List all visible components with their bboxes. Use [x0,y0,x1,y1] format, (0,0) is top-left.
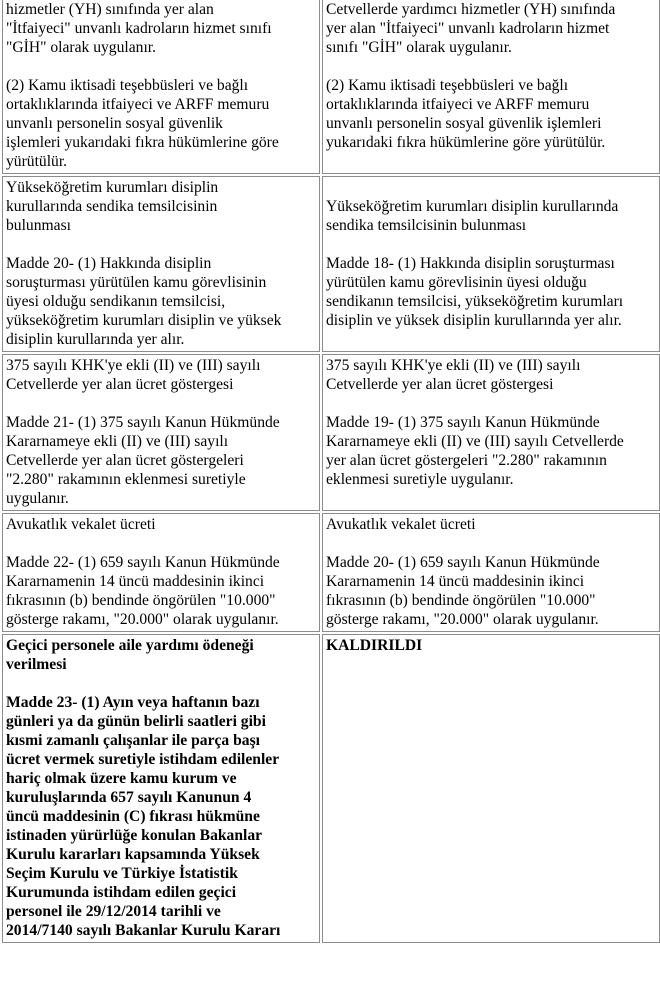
paragraph: (2) Kamu iktisadi teşebbüsleri ve bağlı ortaklıklarında itfaiyeci ve ARFF memuru unvanlı personelin sosyal güvenlik işlemleri yukarıdaki fıkra hükümlerine göre yürütülür. [6,77,279,170]
paragraph: Madde 20- (1) Hakkında disiplin soruşturması yürütülen kamu görevlisinin üyesi olduğu sendikanın temsilcisi, yükseköğretim kurumları disiplin ve yüksek disiplin kurullarında yer alır. [6,255,282,348]
paragraph: Madde 23- (1) Ayın veya haftanın bazı günleri ya da günün belirli saatleri gibi kısmi zamanlı çalışanlar ile parça başı ücret vermek suretiyle istihdam edilenler hariç olmak üzere kamu kurum ve kuruluşlarında 657 sayılı Kanunun 4 üncü maddesinin (C) fıkrası hükmüne istinaden yürürlüğe konulan Bakanlar Kurulu kararları kapsamında Yüksek Seçim Kurulu ve Türkiye İstatistik Kurumunda istihdam edilen geçici personel ile 29/12/2014 tarihli ve 2014/7140 sayılı Bakanlar Kurulu Kararı [6,694,281,939]
removed-label: KALDIRILDI [326,637,423,654]
article-heading: Avukatlık vekalet ücreti [6,516,156,533]
paragraph: hizmetler (YH) sınıfında yer alan "İtfaiyeci" unvanlı kadroların hizmet sınıfı "GİH" olarak uygulanır. [6,1,272,56]
paragraph: Madde 18- (1) Hakkında disiplin soruşturması yürütülen kamu görevlisinin üyesi olduğu sendikanın temsilcisi, yükseköğretim kurumları disiplin ve yüksek disiplin kurullarında yer alır. [326,255,624,329]
paragraph: Madde 20- (1) 659 sayılı Kanun Hükmünde Kararnamenin 14 üncü maddesinin ikinci fıkrasının (b) bendinde öngörülen "10.000" gösterge rakamı, "20.000" olarak uygulanır. [326,554,600,628]
paragraph: Madde 19- (1) 375 sayılı Kanun Hükmünde Kararnameye ekli (II) ve (III) sayılı Cetvellerde yer alan ücret göstergeleri "2.280" rakamının eklenmesi suretiyle uygulanır. [326,414,624,488]
paragraph: (2) Kamu iktisadi teşebbüsleri ve bağlı ortaklıklarında itfaiyeci ve ARFF memuru unvanlı personelin sosyal güvenlik işlemleri yukarıdaki fıkra hükümlerine göre yürütülür. [326,77,606,151]
right-cell [322,634,660,943]
table-row [2,0,660,174]
paragraph: Madde 22- (1) 659 sayılı Kanun Hükmünde Kararnamenin 14 üncü maddesinin ikinci fıkrasının (b) bendinde öngörülen "10.000" gösterge rakamı, "20.000" olarak uygulanır. [6,554,280,628]
left-cell [2,634,320,943]
right-cell [322,176,660,352]
article-heading: Geçici personele aile yardımı ödeneği verilmesi [6,637,254,673]
right-cell [322,513,660,632]
table-row [2,513,660,632]
article-heading: Avukatlık vekalet ücreti [326,516,476,533]
right-cell [322,0,660,174]
left-cell [2,354,320,511]
right-cell [322,354,660,511]
left-cell [2,513,320,632]
left-cell [2,0,320,174]
article-heading: 375 sayılı KHK'ye ekli (II) ve (III) sayılı Cetvellerde yer alan ücret göstergesi [6,357,261,393]
table-row [2,354,660,511]
article-heading: Yükseköğretim kurumları disiplin kurullarında sendika temsilcisinin bulunması [326,198,619,234]
paragraph: Cetvellerde yardımcı hizmetler (YH) sınıfında yer alan "İtfaiyeci" unvanlı kadroların hizmet sınıfı "GİH" olarak uygulanır. [326,1,616,56]
table-row [2,176,660,352]
paragraph: Madde 21- (1) 375 sayılı Kanun Hükmünde Kararnameye ekli (II) ve (III) sayılı Cetvellerde yer alan ücret göstergeleri "2.280" rakamının eklenmesi suretiyle uygulanır. [6,414,280,507]
article-heading: 375 sayılı KHK'ye ekli (II) ve (III) sayılı Cetvellerde yer alan ücret göstergesi [326,357,581,393]
left-cell [2,176,320,352]
article-heading: Yükseköğretim kurumları disiplin kurullarında sendika temsilcisinin bulunması [6,179,219,234]
table-row [2,634,660,943]
